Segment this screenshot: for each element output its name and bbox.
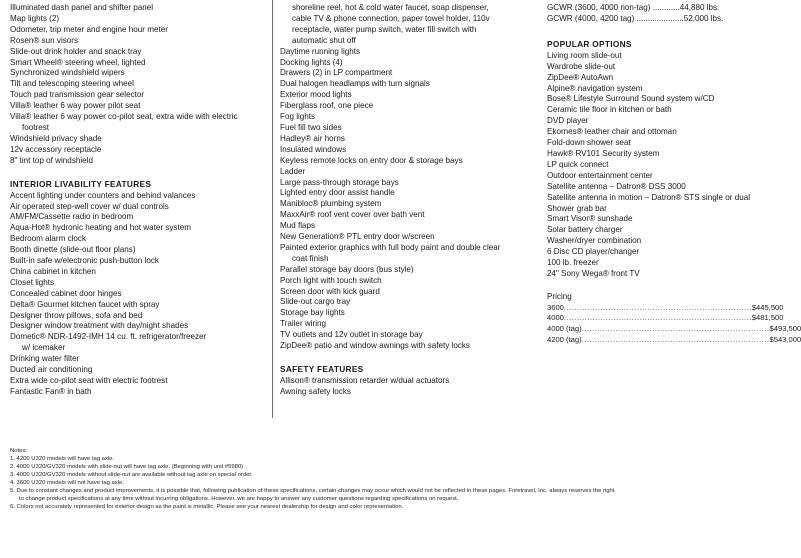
list-item: Designer throw pillows, sofa and bed — [10, 310, 143, 320]
price-model: 4000 — [547, 313, 564, 323]
list-item: Wardrobe slide-out — [547, 61, 616, 71]
list-item: Bose® Lifestyle Surround Sound system w/CD — [547, 94, 715, 104]
footnote: 3. 4000 U320/GV320 models without slide-out are available without tag axle on special order. — [10, 472, 253, 478]
list-item: AM/FM/Cassette radio in bedroom — [10, 212, 134, 222]
interior-features-heading: INTERIOR LIVABILITY FEATURES — [10, 178, 152, 189]
list-item: Aqua-Hot® hydronic heating and hot water system — [10, 223, 191, 233]
list-item: Mud flaps — [280, 221, 316, 231]
gcwr-line: GCWR (4000, 4200 tag) .....................52,000 lbs. — [547, 13, 724, 23]
footnote: 2. 4000 U320/GV320 models with slide-out will have tag axle. (Beginning with unit #5980) — [10, 464, 244, 470]
list-item: Accent lighting under counters and behind valances — [10, 190, 196, 200]
list-item: Screen door with kick guard — [280, 286, 380, 296]
list-item: Painted exterior graphics with full body paint and double clear — [280, 242, 501, 252]
list-item: LP quick connect — [547, 159, 609, 169]
list-item: 8" tint top of windshield — [10, 155, 93, 165]
list-item: Air operated step-well cover w/ dual controls — [10, 201, 169, 211]
list-item: Docking lights (4) — [280, 57, 343, 67]
list-item: Touch pad transmission gear selector — [10, 90, 145, 100]
gcwr-block — [547, 3, 792, 25]
list-item: Hawk® RV101 Security system — [547, 148, 660, 158]
list-item: Extra wide co-pilot seat with electric footrest — [10, 376, 168, 385]
list-item: ZipDee® AutoAwn — [547, 72, 614, 82]
list-item: Porch light with touch switch — [280, 275, 382, 285]
list-item: Allison® transmission retarder w/dual actuators — [280, 376, 450, 385]
list-item: Rosen® sun visors — [10, 35, 79, 45]
list-item: Hadley® air horns — [280, 133, 345, 143]
column-right — [547, 3, 801, 345]
list-item: Washer/dryer combination — [547, 236, 642, 246]
list-item: Storage bay lights — [280, 308, 345, 318]
price-amount: $493,500 — [769, 323, 801, 333]
price-model: 4200 (tag) — [547, 334, 582, 344]
footnote-continuation: to change product specifications at any time without incurring obligations. However, we are happy to answer any customer questions regarding specifications on request. — [19, 496, 459, 502]
list-item: New Generation® PTL entry door w/screen — [280, 232, 435, 242]
list-item: Alpine® navigation system — [547, 83, 643, 93]
list-item: Fiberglass roof, one piece — [280, 101, 374, 111]
column-left — [10, 3, 268, 398]
list-item-continuation: shoreline reel, hot & cold water faucet, soap dispenser, — [292, 3, 489, 12]
list-item: Lighted entry door assist handle — [280, 188, 395, 198]
dot-leader: ........................................................................ — [581, 334, 770, 344]
footnote: 5. Due to constant changes and product improvements, it is possible that, following publication of these specifications, certain changes may occur which would not be reflected in these pages. Foretravel, Inc. always reserves the right — [10, 488, 615, 494]
list-item: Concealed cabinet door hinges — [10, 288, 122, 298]
dot-leader: ........................................................................ — [581, 323, 770, 333]
footnote: 6. Colors not accurately represented for exterior design as the paint is metallic. Please see your nearest dealership for design and color representation. — [10, 504, 404, 510]
dot-leader: ........................................................................ — [563, 313, 752, 323]
list-item: Parallel storage bay doors (bus style) — [280, 264, 414, 274]
price-amount: $445,500 — [751, 302, 784, 312]
footnotes — [10, 447, 790, 511]
pricing-table — [547, 302, 801, 345]
list-item-continuation: coat finish — [292, 253, 329, 263]
list-item: Tilt and telescoping steering wheel — [10, 79, 134, 89]
list-item: Slide-out cargo tray — [280, 297, 351, 307]
pricing-heading: Pricing — [547, 291, 572, 301]
list-item: Shower grab bar — [547, 203, 607, 213]
list-item: 6 Disc CD player/changer — [547, 247, 640, 257]
list-item: Satellite antenna in motion – Datron® STS single or dual — [547, 192, 751, 202]
price-row — [547, 313, 784, 324]
price-row — [547, 323, 801, 335]
list-item: Slide-out drink holder and snack tray — [10, 46, 142, 56]
list-item: Exterior mood lights — [280, 90, 352, 100]
list-item: Satellite antenna – Datron® DSS 3000 — [547, 181, 686, 191]
list-item: Map lights (2) — [10, 13, 60, 23]
popular-options-list — [547, 51, 792, 280]
list-item: Smart Wheel® steering wheel, lighted — [10, 57, 146, 67]
list-item: Ladder — [280, 166, 306, 176]
footnote: 4. 3600 U320 models will not have tag axle. — [10, 480, 124, 486]
list-item: Smart Visor® sunshade — [547, 214, 633, 224]
list-item: Built-in safe w/electronic push-button lock — [10, 256, 159, 266]
list-item: ZipDee® patio and window awnings with safety locks — [280, 341, 470, 351]
column-middle — [280, 3, 535, 398]
column-divider — [272, 0, 273, 418]
list-item: Awning safety locks — [280, 386, 351, 396]
list-item: Windshield privacy shade — [10, 133, 102, 143]
driver-features-list — [10, 3, 268, 167]
price-model: 3600 — [547, 302, 564, 312]
safety-features-list — [280, 376, 535, 398]
list-item: 12v accessory receptacle — [10, 144, 102, 154]
list-item: Odometer, trip meter and engine hour meter — [10, 24, 168, 34]
list-item: Ceramic tile floor in kitchen or bath — [547, 105, 672, 115]
exterior-features-list — [280, 3, 535, 352]
list-item-continuation: w/ icemaker — [22, 343, 66, 353]
list-item: Designer window treatment with day/night shades — [10, 321, 189, 331]
list-item: Illuminated dash panel and shifter panel — [10, 3, 154, 12]
list-item: Daytime running lights — [280, 46, 361, 56]
list-item: Insulated windows — [280, 144, 347, 154]
list-item: Outdoor entertainment center — [547, 170, 653, 180]
list-item: Villa® leather 6 way power co-pilot seat, extra wide with electric — [10, 112, 238, 122]
list-item: Living room slide-out — [547, 50, 622, 60]
popular-options-heading: POPULAR OPTIONS — [547, 38, 632, 49]
list-item: TV outlets and 12v outlet in storage bay — [280, 330, 423, 340]
list-item: Booth dinette (slide-out floor plans) — [10, 245, 136, 255]
interior-features-list — [10, 191, 268, 398]
list-item: Delta® Gourmet kitchen faucet with spray — [10, 299, 160, 309]
list-item: Synchronized windshield wipers — [10, 68, 125, 78]
list-item: 24" Sony Wega® front TV — [547, 268, 640, 278]
list-item: Keyless remote locks on entry door & storage bays — [280, 155, 463, 165]
list-item-continuation: footrest — [22, 122, 49, 132]
list-item-continuation: receptacle, water pump switch, water fill switch with — [292, 24, 477, 34]
list-item: Fuel fill two sides — [280, 122, 342, 132]
list-item: Bedroom alarm clock — [10, 234, 87, 244]
gcwr-line: GCWR (3600, 4000 non-tag) ............44,880 lbs. — [547, 3, 720, 12]
list-item: DVD player — [547, 116, 589, 126]
list-item: MaxxAir® roof vent cover over bath vent — [280, 210, 425, 220]
safety-features-heading: SAFETY FEATURES — [280, 364, 364, 374]
list-item-continuation: cable TV & phone connection, paper towel holder, 110v — [292, 13, 490, 23]
list-item: Ekornes® leather chair and ottoman — [547, 127, 677, 137]
list-item: Maniblоc® plumbing system — [280, 199, 382, 209]
price-amount: $481,500 — [751, 313, 784, 323]
list-item: Solar battery charger — [547, 225, 623, 235]
list-item: Fold-down shower seat — [547, 138, 631, 148]
price-model: 4000 (tag) — [547, 323, 582, 333]
list-item: Ducted air conditioning — [10, 365, 93, 375]
list-item: Villa® leather 6 way power pilot seat — [10, 101, 141, 111]
dot-leader: ........................................................................ — [563, 302, 752, 312]
footnote: 1. 4200 U320 models will have tag axle. — [10, 456, 115, 462]
list-item: Drinking water filter — [10, 354, 80, 364]
list-item: China cabinet in kitchen — [10, 266, 96, 276]
price-row — [547, 302, 784, 314]
price-amount: $543,000 — [769, 334, 801, 344]
price-row — [547, 334, 801, 346]
list-item: Closet lights — [10, 277, 55, 287]
list-item: Drawers (2) in LP compartment — [280, 68, 393, 78]
list-item: Dometic® NDR-1492-IMH 14 cu. ft. refrigerator/freezer — [10, 332, 207, 342]
list-item-continuation: automatic shut off — [292, 35, 356, 45]
notes-heading: Notes: — [10, 448, 28, 454]
list-item: Fog lights — [280, 112, 316, 122]
list-item: 100 lb. freezer — [547, 258, 599, 268]
list-item: Dual halogen headlamps with turn signals — [280, 79, 430, 89]
list-item: Trailer wiring — [280, 319, 327, 329]
list-item: Large pass-through storage bays — [280, 177, 399, 187]
list-item: Fantastic Fan® in bath — [10, 386, 92, 396]
